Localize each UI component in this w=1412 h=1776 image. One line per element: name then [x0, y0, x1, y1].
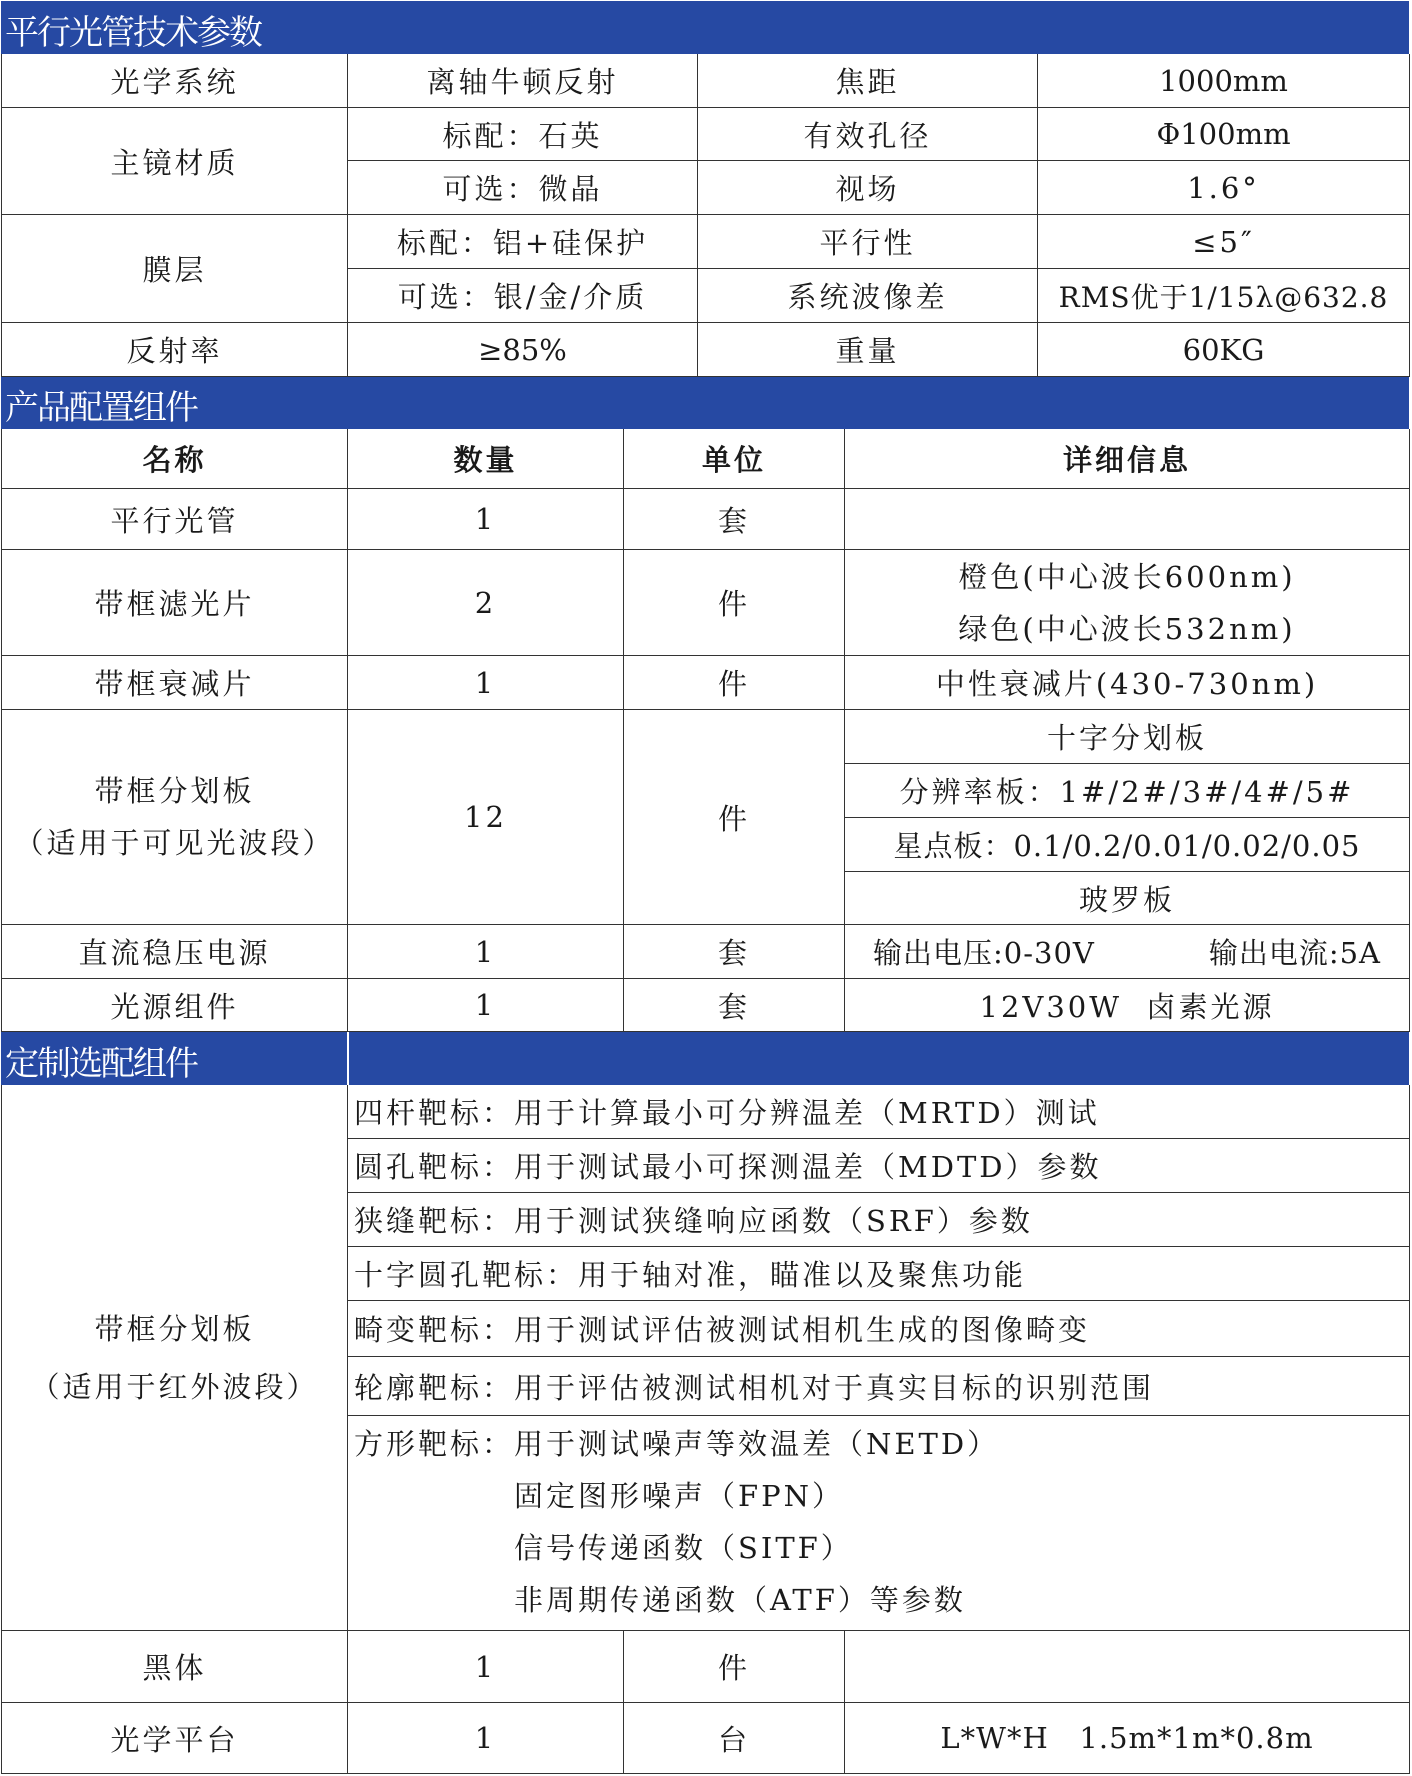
target-round-hole: 圆孔靶标：用于测试最小可探测温差（MDTD）参数 [348, 1139, 1410, 1193]
coating-label: 膜层 [1, 215, 348, 323]
reticle-name [1, 710, 348, 925]
aperture-label: 有效孔径 [698, 108, 1038, 161]
coating-std: 标配：铝+硅保护 [348, 215, 698, 269]
ir-reticle-name-line2: （适用于红外波段） [30, 1369, 319, 1404]
light-unit: 套 [624, 979, 845, 1032]
coating-opt: 可选：银/金/介质 [348, 269, 698, 323]
attenuator-unit: 件 [624, 656, 845, 710]
reflect-label: 反射率 [1, 323, 348, 377]
header-divider [347, 1032, 349, 1085]
ir-reticle-name [1, 1085, 348, 1631]
blackbody-qty: 1 [348, 1631, 624, 1703]
target-square-line2: 固定图形噪声（FPN） [354, 1479, 845, 1513]
parallel-label: 平行性 [698, 215, 1038, 269]
platform-detail: L*W*H 1.5m*1m*0.8m [845, 1703, 1410, 1774]
collimator-detail [845, 489, 1410, 550]
header-unit: 单位 [624, 429, 845, 489]
target-slit: 狭缝靶标：用于测试狭缝响应函数（SRF）参数 [348, 1193, 1410, 1247]
platform-qty: 1 [348, 1703, 624, 1774]
power-unit: 套 [624, 925, 845, 979]
attenuator-name: 带框衰减片 [1, 656, 348, 710]
aperture-value: Φ100mm [1038, 108, 1410, 161]
reticle-qty: 12 [348, 710, 624, 925]
power-name: 直流稳压电源 [1, 925, 348, 979]
platform-unit: 台 [624, 1703, 845, 1774]
target-cross-hole: 十字圆孔靶标：用于轴对准，瞄准以及聚焦功能 [348, 1247, 1410, 1301]
section-title-custom: 定制选配组件 [5, 1044, 197, 1084]
focal-label: 焦距 [698, 54, 1038, 108]
fov-value: 1.6° [1038, 161, 1410, 215]
blackbody-unit: 件 [624, 1631, 845, 1703]
weight-label: 重量 [698, 323, 1038, 377]
target-distortion: 畸变靶标：用于测试评估被测试相机生成的图像畸变 [348, 1301, 1410, 1357]
light-qty: 1 [348, 979, 624, 1032]
weight-value: 60KG [1038, 323, 1410, 377]
optical-system-label: 光学系统 [1, 54, 348, 108]
wavefront-label: 系统波像差 [698, 269, 1038, 323]
reticle-name-line2: （适用于可见光波段） [14, 826, 335, 860]
mirror-label: 主镜材质 [1, 108, 348, 215]
blackbody-detail [845, 1631, 1410, 1703]
filter-name: 带框滤光片 [1, 550, 348, 656]
light-name: 光源组件 [1, 979, 348, 1032]
target-square-line3: 信号传递函数（SITF） [354, 1531, 853, 1565]
filter-detail-orange: 橙色(中心波长600nm) [958, 559, 1296, 594]
attenuator-qty: 1 [348, 656, 624, 710]
filter-detail [845, 550, 1410, 656]
mirror-std: 标配：石英 [348, 108, 698, 161]
header-detail: 详细信息 [845, 429, 1410, 489]
power-voltage: 输出电压:0-30V [873, 936, 1095, 970]
reticle-detail-cross: 十字分划板 [845, 710, 1410, 764]
light-detail: 12V30W 卤素光源 [845, 979, 1410, 1032]
header-name: 名称 [1, 429, 348, 489]
power-current: 输出电流:5A [1208, 936, 1381, 970]
fov-label: 视场 [698, 161, 1038, 215]
reticle-unit: 件 [624, 710, 845, 925]
section-header-custom [1, 1032, 1409, 1085]
filter-qty: 2 [348, 550, 624, 656]
filter-detail-green: 绿色(中心波长532nm) [958, 611, 1296, 646]
platform-name: 光学平台 [1, 1703, 348, 1774]
power-qty: 1 [348, 925, 624, 979]
reticle-detail-porro: 玻罗板 [845, 872, 1410, 925]
target-four-bar: 四杆靶标：用于计算最小可分辨温差（MRTD）测试 [348, 1085, 1410, 1139]
collimator-name: 平行光管 [1, 489, 348, 550]
focal-value: 1000mm [1038, 54, 1410, 108]
section-header-params [1, 1, 1409, 54]
reflect-value: ≥85% [348, 323, 698, 377]
section-header-config [1, 377, 1409, 429]
reticle-name-line1: 带框分划板 [94, 774, 255, 808]
mirror-opt: 可选：微晶 [348, 161, 698, 215]
header-qty: 数量 [348, 429, 624, 489]
attenuator-detail: 中性衰减片(430-730nm) [845, 656, 1410, 710]
ir-reticle-name-line1: 带框分划板 [94, 1311, 255, 1346]
blackbody-name: 黑体 [1, 1631, 348, 1703]
reticle-detail-star: 星点板：0.1/0.2/0.01/0.02/0.05 [845, 818, 1410, 872]
section-title-config: 产品配置组件 [5, 388, 197, 428]
target-square [348, 1416, 1410, 1631]
wavefront-value: RMS优于1/15λ@632.8 [1038, 269, 1410, 323]
section-title-params: 平行光管技术参数 [5, 13, 261, 53]
filter-unit: 件 [624, 550, 845, 656]
collimator-qty: 1 [348, 489, 624, 550]
power-detail [845, 925, 1410, 979]
target-square-line1: 方形靶标：用于测试噪声等效温差（NETD） [354, 1427, 1000, 1461]
collimator-unit: 套 [624, 489, 845, 550]
optical-system-value: 离轴牛顿反射 [348, 54, 698, 108]
parallel-value: ≤5″ [1038, 215, 1410, 269]
reticle-detail-resolution: 分辨率板：1#/2#/3#/4#/5# [845, 764, 1410, 818]
target-square-line4: 非周期传递函数（ATF）等参数 [354, 1583, 966, 1617]
target-contour: 轮廓靶标：用于评估被测试相机对于真实目标的识别范围 [348, 1357, 1410, 1416]
